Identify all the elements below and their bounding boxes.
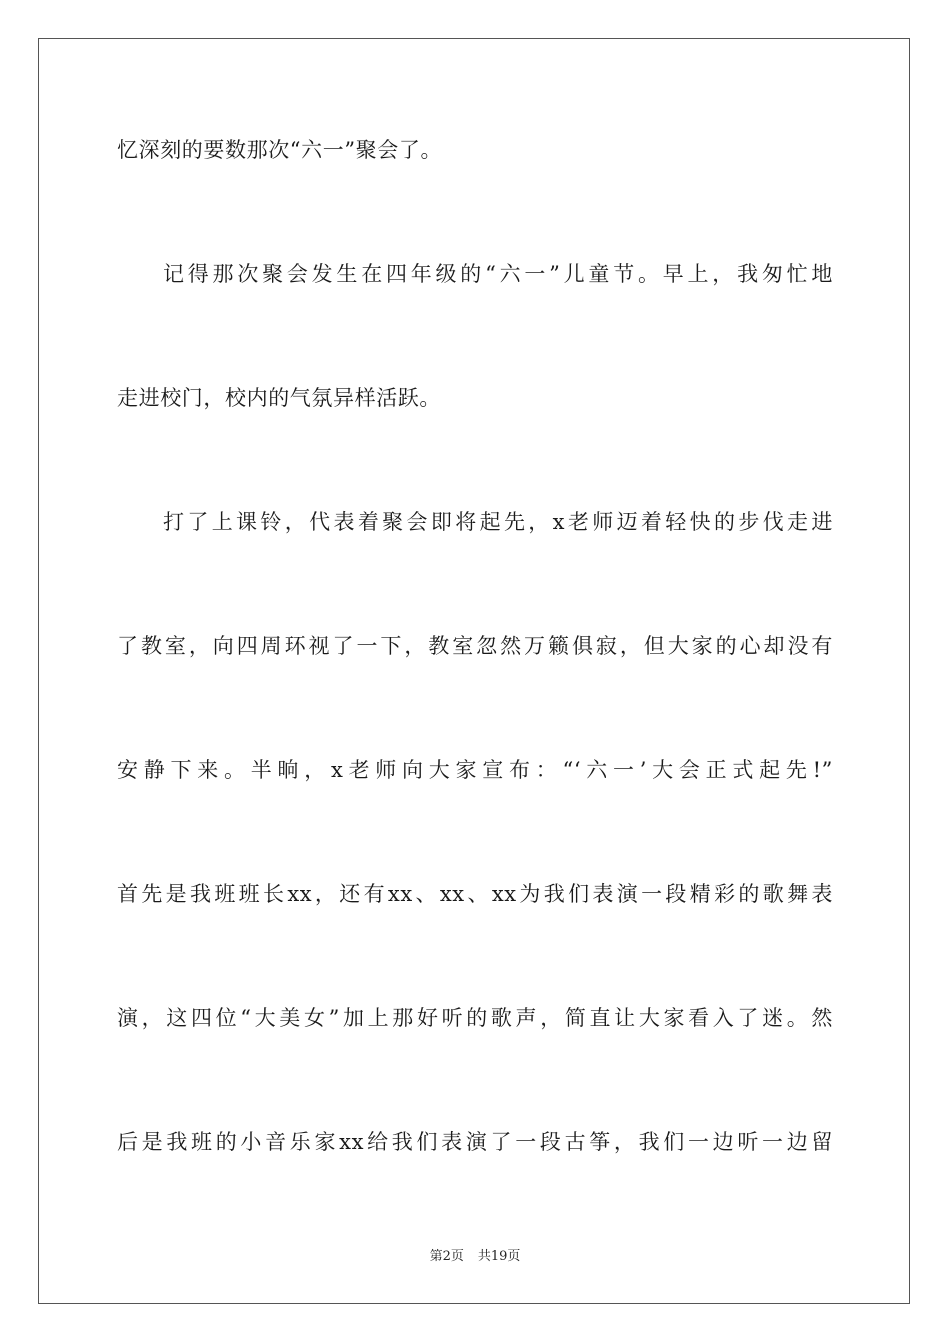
text-line-7: 首先是我班班长xx，还有xx、xx、xx为我们表演一段精彩的歌舞表	[117, 882, 833, 906]
text-line-2: 记得那次聚会发生在四年级的“六一”儿童节。早上，我匆忙地	[163, 262, 833, 286]
text-line-8: 演，这四位“大美女”加上那好听的歌声，简直让大家看入了迷。然	[117, 1006, 833, 1030]
text-line-4: 打了上课铃，代表着聚会即将起先，x老师迈着轻快的步伐走进	[163, 510, 833, 534]
text-line-9: 后是我班的小音乐家xx给我们表演了一段古筝，我们一边听一边留	[117, 1130, 833, 1154]
page-border	[38, 38, 910, 1304]
page-number: 第2页	[429, 1249, 464, 1264]
text-line-6: 安静下来。半晌，x老师向大家宣布：“‘六一’大会正式起先!”	[117, 758, 833, 782]
text-line-1: 忆深刻的要数那次“六一”聚会了。	[117, 138, 443, 162]
text-line-5: 了教室，向四周环视了一下，教室忽然万籁俱寂，但大家的心却没有	[117, 634, 833, 658]
page-total: 共19页	[477, 1249, 521, 1264]
text-line-3: 走进校门，校内的气氛异样活跃。	[117, 386, 441, 410]
page-footer	[0, 1248, 950, 1266]
